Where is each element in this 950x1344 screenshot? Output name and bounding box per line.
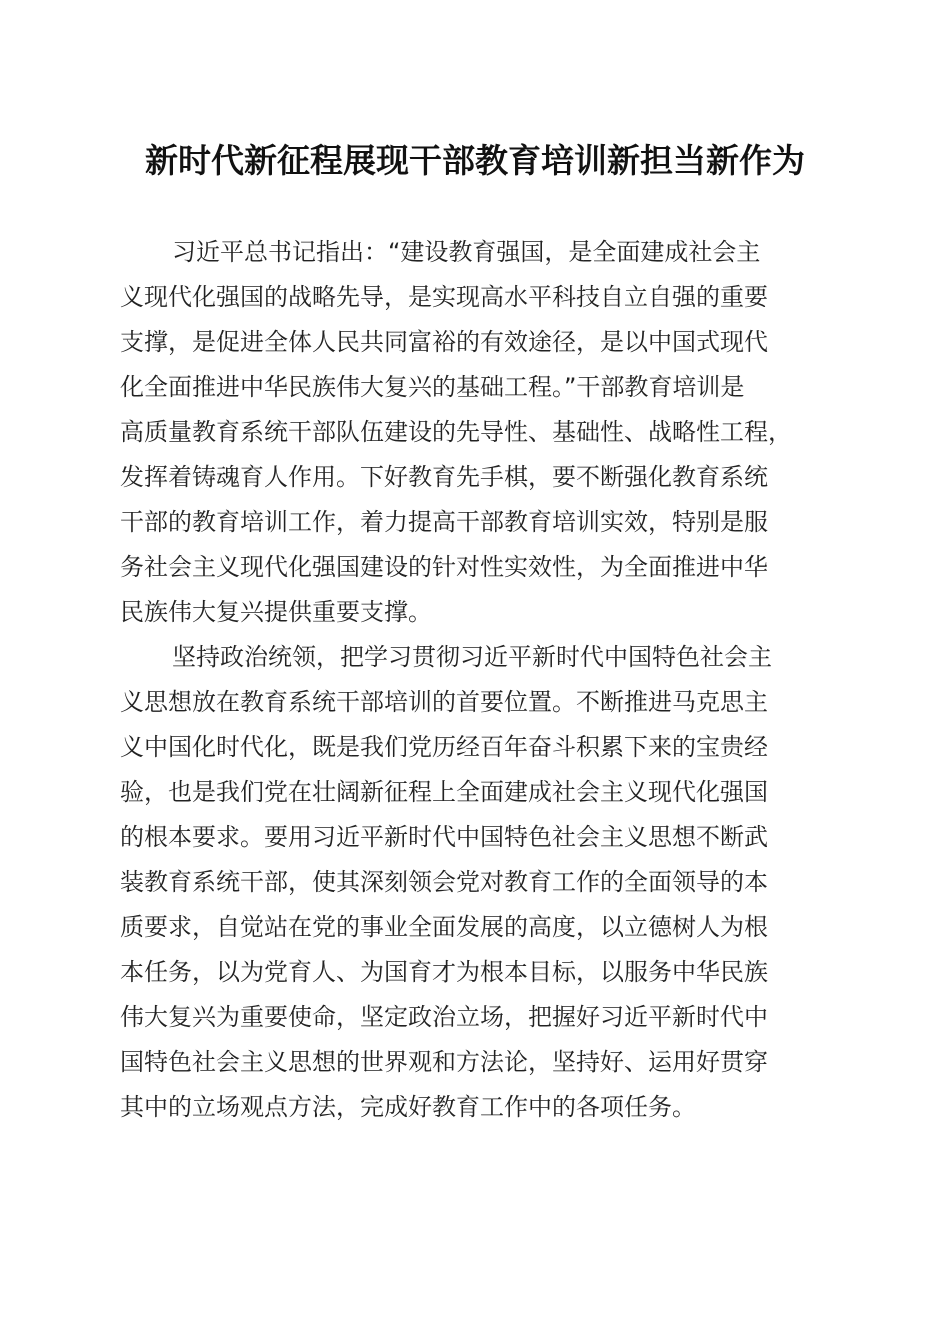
paragraph-line: 国特色社会主义思想的世界观和方法论，坚持好、运用好贯穿 <box>120 1048 768 1076</box>
paragraph-2 <box>120 635 830 1130</box>
paragraph-line: 义思想放在教育系统干部培训的首要位置。不断推进马克思主 <box>120 688 768 716</box>
paragraph-line: 质要求，自觉站在党的事业全面发展的高度，以立德树人为根 <box>120 913 768 941</box>
paragraph-line: 伟大复兴为重要使命，坚定政治立场，把握好习近平新时代中 <box>120 1003 768 1031</box>
document-title: 新时代新征程展现干部教育培训新担当新作为 <box>145 141 805 180</box>
paragraph-line: 装教育系统干部，使其深刻领会党对教育工作的全面领导的本 <box>120 868 768 896</box>
paragraph-line: 义现代化强国的战略先导，是实现高水平科技自立自强的重要 <box>120 283 768 311</box>
paragraph-line: 干部的教育培训工作，着力提高干部教育培训实效，特别是服 <box>120 508 768 536</box>
paragraph-line: 务社会主义现代化强国建设的针对性实效性，为全面推进中华 <box>120 553 768 581</box>
paragraph-line: 的根本要求。要用习近平新时代中国特色社会主义思想不断武 <box>120 823 768 851</box>
paragraph-line: 支撑，是促进全体人民共同富裕的有效途径，是以中国式现代 <box>120 328 768 356</box>
paragraph-line: 化全面推进中华民族伟大复兴的基础工程。”干部教育培训是 <box>120 373 745 401</box>
paragraph-line: 义中国化时代化，既是我们党历经百年奋斗积累下来的宝贵经 <box>120 733 768 761</box>
paragraph-line: 民族伟大复兴提供重要支撑。 <box>120 598 432 626</box>
paragraph-line: 发挥着铸魂育人作用。下好教育先手棋，要不断强化教育系统 <box>120 463 768 491</box>
paragraph-line: 其中的立场观点方法，完成好教育工作中的各项任务。 <box>120 1093 696 1121</box>
paragraph-1 <box>120 230 830 635</box>
paragraph-line: 验，也是我们党在壮阔新征程上全面建成社会主义现代化强国 <box>120 778 768 806</box>
paragraph-line: 习近平总书记指出：“建设教育强国，是全面建成社会主 <box>172 238 761 266</box>
paragraph-line: 坚持政治统领，把学习贯彻习近平新时代中国特色社会主 <box>172 643 772 671</box>
paragraph-line: 本任务，以为党育人、为国育才为根本目标，以服务中华民族 <box>120 958 768 986</box>
paragraph-line: 高质量教育系统干部队伍建设的先导性、基础性、战略性工程， <box>120 418 792 446</box>
document-body <box>120 230 830 1130</box>
